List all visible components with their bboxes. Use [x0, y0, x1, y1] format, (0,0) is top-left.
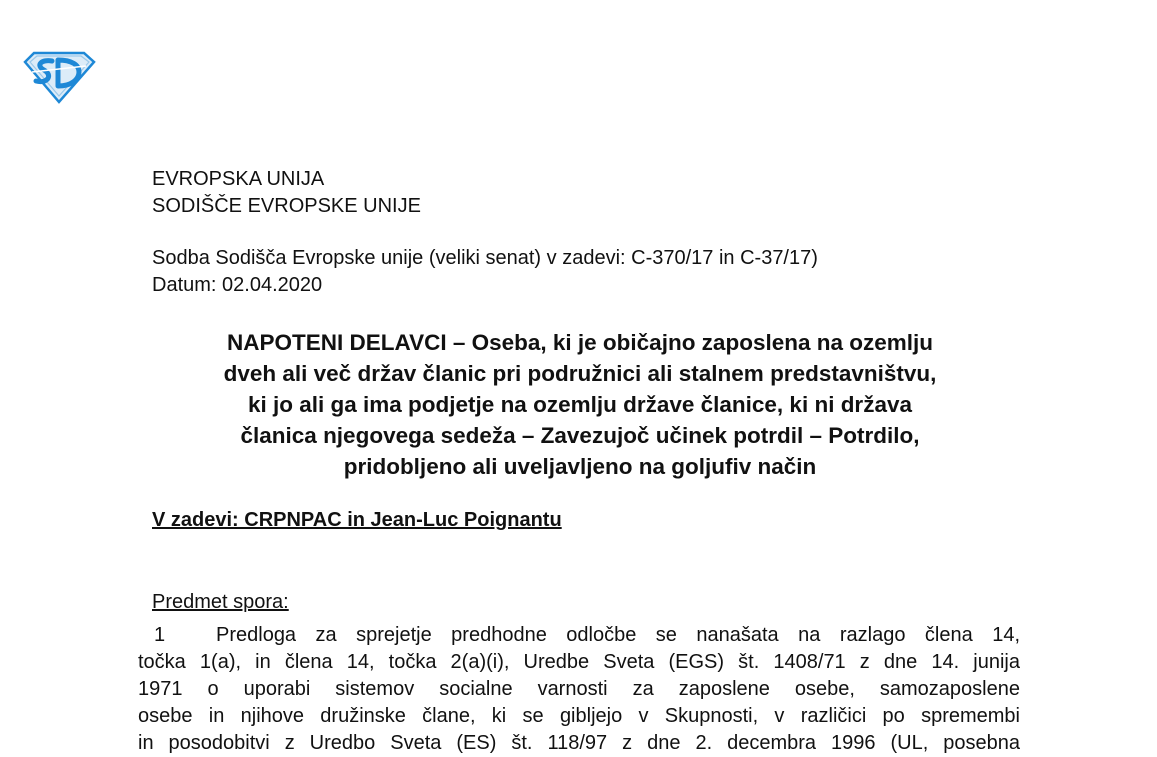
paragraph-line: in posodobitvi z Uredbo Sveta (ES) št. 118/97 z dne 2. decembra 1996 (UL, posebna [138, 732, 1020, 754]
paragraph-line [138, 622, 1020, 649]
headline-line: članica njegovega sedeža – Zavezujoč učinek potrdil – Potrdilo, [240, 423, 920, 448]
judgment-reference: Sodba Sodišča Evropske unije (veliki senat) v zadevi: C-370/17 in C-37/17) [152, 247, 818, 269]
subject-paragraph [138, 622, 1020, 757]
case-headline [130, 327, 1030, 482]
headline-line: ki jo ali ga ima podjetje na ozemlju države članice, ki ni država [248, 392, 912, 417]
headline-line: dveh ali več držav članic pri podružnici ali stalnem predstavništvu, [223, 361, 937, 386]
header-union: EVROPSKA UNIJA [152, 168, 325, 190]
paragraph-line: 1971 o uporabi sistemov socialne varnosti za zaposlene osebe, samozaposlene [138, 678, 1020, 700]
headline-line: pridobljeno ali uveljavljeno na goljufiv način [343, 454, 817, 479]
paragraph-line: osebe in njihove družinske člane, ki se gibljejo v Skupnosti, v različici po spremembi [138, 705, 1020, 727]
court-header [152, 166, 421, 220]
paragraph-number: 1 [154, 624, 166, 646]
header-court: SODIŠČE EVROPSKE UNIJE [152, 195, 421, 217]
case-info [152, 245, 818, 299]
case-parties: V zadevi: CRPNPAC in Jean-Luc Poignantu [152, 509, 562, 531]
headline-line: NAPOTENI DELAVCI – Oseba, ki je običajno zaposlena na ozemlju [227, 330, 933, 355]
paragraph-line: točka 1(a), in člena 14, točka 2(a)(i), Uredbe Sveta (EGS) št. 1408/71 z dne 14. junija [138, 651, 1020, 673]
judgment-date: Datum: 02.04.2020 [152, 274, 323, 296]
paragraph-line-text: Predloga za sprejetje predhodne odločbe se nanašata na razlago člena 14, [216, 624, 1020, 646]
sd-logo-icon [22, 50, 96, 104]
subject-heading: Predmet spora: [152, 591, 289, 613]
